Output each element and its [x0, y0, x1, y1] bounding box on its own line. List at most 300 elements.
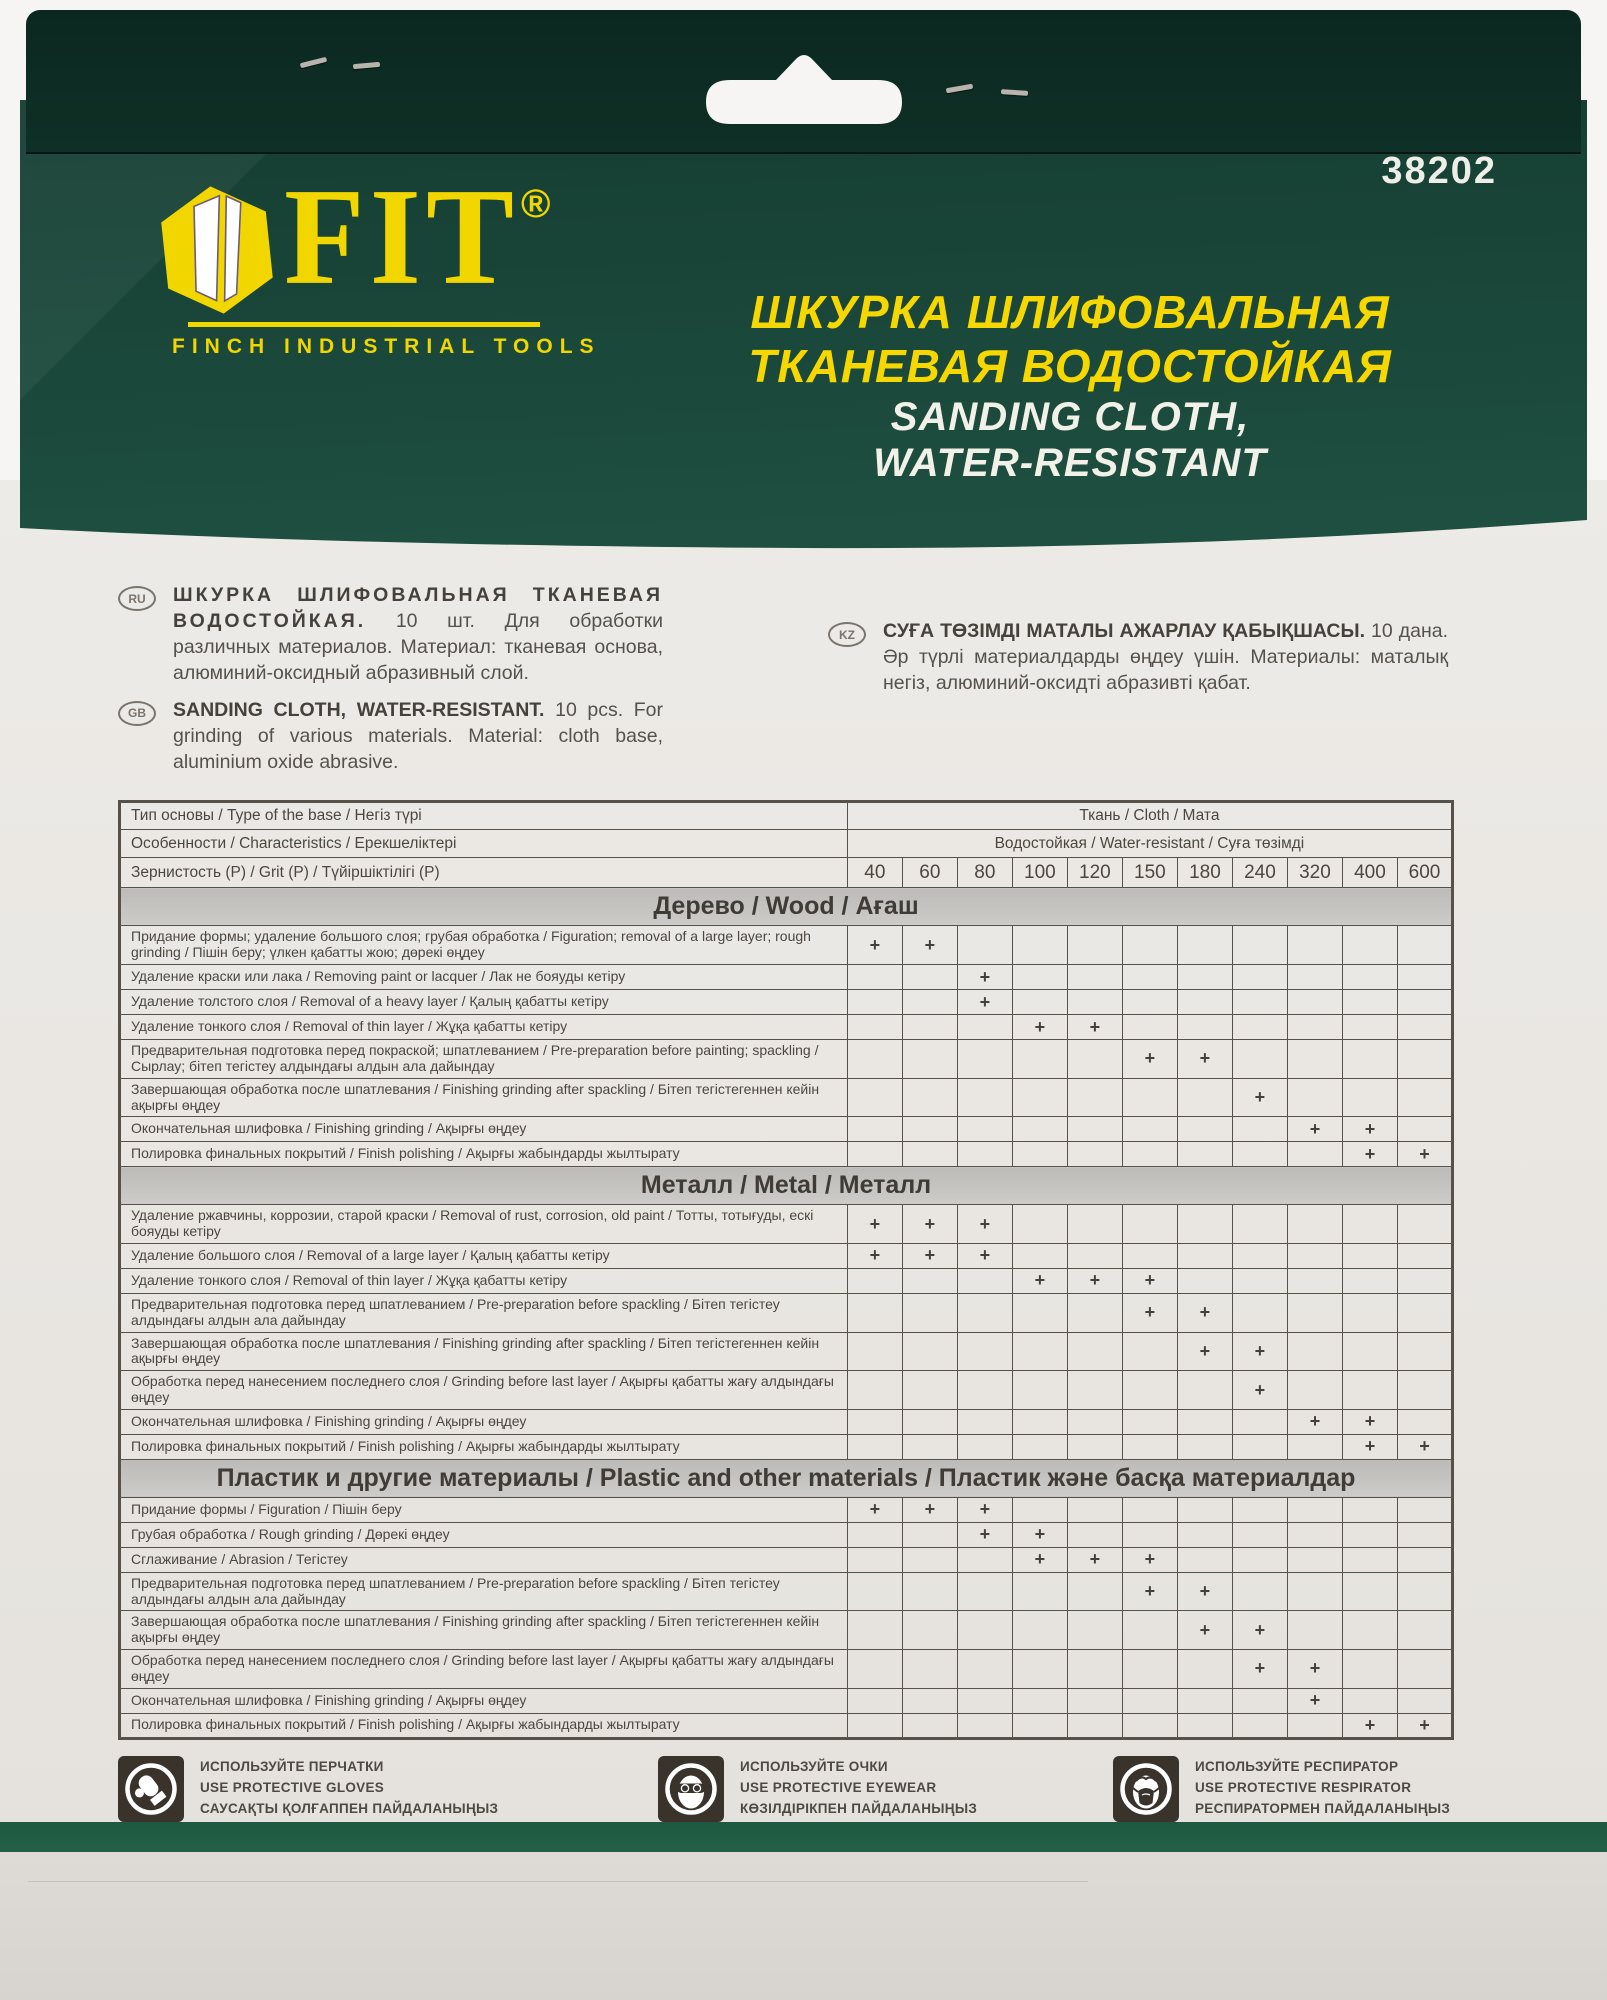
respirator-icon	[1113, 1756, 1179, 1822]
grit-mark-cell	[847, 1611, 902, 1650]
lang-badge-kz: KZ	[828, 622, 866, 647]
safety-respirator-line1: ИСПОЛЬЗУЙТЕ РЕСПИРАТОР	[1195, 1758, 1399, 1774]
row-label-cell: Предварительная подготовка перед покраской; шпатлеванием / Pre-preparation before painting; spackling / Сырлау; бітеп тегістеу алдындағы алдын ала дайындау	[120, 1040, 848, 1079]
grit-mark-cell	[1342, 926, 1397, 965]
grit-mark-cell	[847, 1713, 902, 1738]
safety-gloves-line3: САУСАҚТЫ ҚОЛҒАППЕН ПАЙДАЛАНЫҢЫЗ	[200, 1800, 499, 1816]
table-row	[120, 990, 1453, 1015]
grit-mark-cell	[1287, 1713, 1342, 1738]
grit-header-cell: 60	[902, 858, 957, 888]
grit-mark-cell	[1177, 1142, 1232, 1167]
grit-mark-cell	[1287, 1142, 1342, 1167]
grit-mark-cell	[1122, 1205, 1177, 1244]
grit-mark-cell	[1177, 990, 1232, 1015]
table-row	[120, 1434, 1453, 1459]
grit-mark-cell: +	[957, 990, 1012, 1015]
section-title-cell: Пластик и другие материалы / Plastic and other materials / Пластик және басқа материалдар	[120, 1459, 1453, 1497]
grit-mark-cell	[1067, 1205, 1122, 1244]
grit-mark-cell	[902, 1040, 957, 1079]
grit-mark-cell	[1012, 1611, 1067, 1650]
grit-mark-cell: +	[1177, 1611, 1232, 1650]
grit-mark-cell	[1067, 1522, 1122, 1547]
grit-mark-cell	[847, 1015, 902, 1040]
grit-mark-cell	[847, 1409, 902, 1434]
grit-mark-cell	[957, 926, 1012, 965]
row-label-cell: Окончательная шлифовка / Finishing grinding / Ақырғы өңдеу	[120, 1409, 848, 1434]
grit-mark-cell: +	[1232, 1078, 1287, 1117]
grit-mark-cell	[1012, 1371, 1067, 1410]
grit-mark-cell	[1177, 1522, 1232, 1547]
table-row	[120, 1142, 1453, 1167]
grit-mark-cell	[1012, 1078, 1067, 1117]
table-row	[120, 1572, 1453, 1611]
table-row	[120, 1547, 1453, 1572]
safety-eyewear-line1: ИСПОЛЬЗУЙТЕ ОЧКИ	[740, 1758, 888, 1774]
product-title	[620, 286, 1520, 487]
grit-mark-cell	[1287, 1572, 1342, 1611]
grit-mark-cell	[1287, 1040, 1342, 1079]
grit-mark-cell	[1067, 1572, 1122, 1611]
grit-mark-cell	[1177, 1205, 1232, 1244]
grit-mark-cell	[847, 1547, 902, 1572]
grit-mark-cell	[1012, 1409, 1067, 1434]
table-grit-row	[120, 858, 1453, 888]
product-code: 38202	[1381, 150, 1497, 192]
hexagon-logo-icon	[158, 186, 276, 314]
grit-mark-cell	[847, 1371, 902, 1410]
brand-subtitle: FINCH INDUSTRIAL TOOLS	[172, 335, 601, 358]
grit-mark-cell	[1177, 1688, 1232, 1713]
grit-mark-cell	[1232, 1434, 1287, 1459]
table-header-row	[120, 830, 1453, 858]
body-content	[118, 583, 1454, 1822]
grit-mark-cell	[1067, 1713, 1122, 1738]
grit-mark-cell	[1177, 1268, 1232, 1293]
grit-mark-cell	[902, 1015, 957, 1040]
grit-mark-cell: +	[902, 1497, 957, 1522]
grit-header-cell: 100	[1012, 858, 1067, 888]
grit-mark-cell	[1342, 1572, 1397, 1611]
grit-mark-cell	[1177, 965, 1232, 990]
grit-mark-cell	[1122, 1688, 1177, 1713]
grit-mark-cell	[1067, 1371, 1122, 1410]
euro-slot-hole	[704, 48, 904, 128]
row-label-cell: Удаление тонкого слоя / Removal of thin layer / Жұқа қабатты кетіру	[120, 1015, 848, 1040]
safety-eyewear-line2: USE PROTECTIVE EYEWEAR	[740, 1779, 937, 1795]
title-en-line2: WATER-RESISTANT	[873, 441, 1267, 486]
grit-mark-cell	[1122, 1713, 1177, 1738]
row-label-cell: Придание формы / Figuration / Пішін беру	[120, 1497, 848, 1522]
safety-eyewear-line3: КӨЗІЛДІРІКПЕН ПАЙДАЛАНЫҢЫЗ	[740, 1800, 978, 1816]
row-label-cell: Удаление ржавчины, коррозии, старой краски / Removal of rust, corrosion, old paint / Тотты, тотығуды, ескі бояуды кетіру	[120, 1205, 848, 1244]
grit-header-cell: 600	[1397, 858, 1452, 888]
grit-mark-cell	[1342, 1015, 1397, 1040]
row-label-cell: Удаление большого слоя / Removal of a large layer / Қалың қабатты кетіру	[120, 1243, 848, 1268]
grit-mark-cell	[847, 1142, 902, 1167]
table-row	[120, 1688, 1453, 1713]
grit-mark-cell: +	[1012, 1015, 1067, 1040]
grit-mark-cell	[1232, 1497, 1287, 1522]
grit-mark-cell	[1012, 1650, 1067, 1689]
grit-mark-cell	[1342, 1243, 1397, 1268]
grit-mark-cell	[1122, 1611, 1177, 1650]
grit-mark-cell	[1012, 1293, 1067, 1332]
grit-mark-cell	[1397, 1040, 1452, 1079]
title-en-line1: SANDING CLOTH,	[890, 394, 1250, 439]
grit-mark-cell	[1177, 1713, 1232, 1738]
grit-mark-cell	[1232, 1409, 1287, 1434]
grit-mark-cell	[847, 1434, 902, 1459]
description-gb-text: 10 pcs. For grinding of various materials. Material: cloth base, aluminium oxide abrasive.	[173, 698, 664, 773]
grit-mark-cell	[1177, 1497, 1232, 1522]
grit-mark-cell: +	[1122, 1040, 1177, 1079]
grit-mark-cell: +	[1232, 1371, 1287, 1410]
grit-mark-cell	[957, 1078, 1012, 1117]
description-kz-text: 10 дана. Әр түрлі материалдарды өңдеу үшін. Материалы: маталық негіз, алюминий-оксидті абразивті қабат.	[883, 620, 1449, 694]
grit-mark-cell	[1067, 1078, 1122, 1117]
grit-mark-cell	[847, 1293, 902, 1332]
grit-mark-cell	[1012, 1332, 1067, 1371]
row-label-cell: Удаление краски или лака / Removing paint or lacquer / Лак не бояуды кетіру	[120, 965, 848, 990]
grit-header-cell: 400	[1342, 858, 1397, 888]
grit-mark-cell: +	[1287, 1409, 1342, 1434]
bottom-flap	[0, 1852, 1607, 2000]
grit-mark-cell	[1012, 1142, 1067, 1167]
grit-mark-cell: +	[1397, 1434, 1452, 1459]
grit-mark-cell	[1232, 1713, 1287, 1738]
grit-header-cell: 240	[1232, 858, 1287, 888]
grit-mark-cell	[1067, 1688, 1122, 1713]
header-label-cell: Тип основы / Type of the base / Негіз түрі	[120, 802, 848, 830]
grit-mark-cell	[1397, 1688, 1452, 1713]
grit-mark-cell	[1122, 1434, 1177, 1459]
grit-mark-cell	[1067, 1117, 1122, 1142]
grit-mark-cell	[1122, 1409, 1177, 1434]
grit-mark-cell	[1287, 1015, 1342, 1040]
grit-mark-cell	[1232, 1205, 1287, 1244]
brand-logo	[158, 159, 601, 359]
grit-mark-cell: +	[1012, 1522, 1067, 1547]
grit-mark-cell	[957, 1040, 1012, 1079]
header-value-cell: Водостойкая / Water-resistant / Суға төзімді	[847, 830, 1452, 858]
grit-mark-cell	[1232, 1142, 1287, 1167]
table-row	[120, 1293, 1453, 1332]
grit-mark-cell	[1177, 1243, 1232, 1268]
grit-mark-cell: +	[1122, 1547, 1177, 1572]
grit-mark-cell	[1177, 1650, 1232, 1689]
grit-table	[118, 800, 1454, 1739]
grit-mark-cell	[1397, 1409, 1452, 1434]
grit-mark-cell	[1397, 1522, 1452, 1547]
grit-mark-cell	[1287, 1268, 1342, 1293]
grit-mark-cell	[1122, 965, 1177, 990]
row-label-cell: Удаление тонкого слоя / Removal of thin layer / Жұқа қабатты кетіру	[120, 1268, 848, 1293]
grit-mark-cell	[1232, 1117, 1287, 1142]
grit-mark-cell	[1287, 926, 1342, 965]
table-row	[120, 1611, 1453, 1650]
grit-header-cell: 40	[847, 858, 902, 888]
safety-respirator-line3: РЕСПИРАТОРМЕН ПАЙДАЛАНЫҢЫЗ	[1195, 1800, 1451, 1816]
grit-mark-cell	[1012, 965, 1067, 990]
grit-mark-cell	[1287, 1371, 1342, 1410]
grit-mark-cell	[1177, 1409, 1232, 1434]
grit-mark-cell	[1287, 1497, 1342, 1522]
grit-mark-cell	[1287, 965, 1342, 990]
grit-mark-cell: +	[1067, 1015, 1122, 1040]
gloves-icon	[118, 1756, 184, 1822]
grit-mark-cell	[957, 1268, 1012, 1293]
grit-mark-cell	[1012, 1572, 1067, 1611]
row-label-cell: Удаление толстого слоя / Removal of a heavy layer / Қалың қабатты кетіру	[120, 990, 848, 1015]
grit-mark-cell	[1067, 1497, 1122, 1522]
grit-mark-cell	[1122, 990, 1177, 1015]
grit-mark-cell	[1012, 1243, 1067, 1268]
grit-mark-cell	[1122, 1371, 1177, 1410]
safety-respirator	[1113, 1756, 1454, 1822]
grit-mark-cell	[847, 965, 902, 990]
grit-mark-cell	[902, 990, 957, 1015]
grit-mark-cell	[1012, 1497, 1067, 1522]
safety-section	[118, 1756, 1454, 1822]
grit-mark-cell	[1397, 1547, 1452, 1572]
grit-mark-cell	[847, 1650, 902, 1689]
table-row	[120, 1205, 1453, 1244]
grit-mark-cell	[1067, 990, 1122, 1015]
grit-mark-cell: +	[847, 1205, 902, 1244]
safety-respirator-line2: USE PROTECTIVE RESPIRATOR	[1195, 1779, 1412, 1795]
grit-mark-cell	[957, 1572, 1012, 1611]
grit-mark-cell	[1342, 1293, 1397, 1332]
grit-mark-cell	[1012, 1434, 1067, 1459]
grit-mark-cell	[902, 965, 957, 990]
table-row	[120, 1371, 1453, 1410]
grit-mark-cell: +	[902, 1205, 957, 1244]
grit-mark-cell	[1287, 1293, 1342, 1332]
table-row	[120, 965, 1453, 990]
eyewear-icon	[658, 1756, 724, 1822]
grit-mark-cell	[1397, 1015, 1452, 1040]
grit-mark-cell	[1397, 1332, 1452, 1371]
grit-header-cell: 180	[1177, 858, 1232, 888]
grit-mark-cell	[847, 1078, 902, 1117]
grit-mark-cell	[1232, 926, 1287, 965]
lang-badge-ru: RU	[118, 586, 156, 611]
grit-mark-cell: +	[957, 1205, 1012, 1244]
grit-mark-cell	[1342, 1611, 1397, 1650]
grit-mark-cell: +	[847, 1243, 902, 1268]
registered-mark: ®	[521, 182, 551, 226]
row-label-cell: Придание формы; удаление большого слоя; грубая обработка / Figuration; removal of a large layer; rough grinding / Пішін беру; үлкен қабатты жою; дөрекі өңдеу	[120, 926, 848, 965]
grit-mark-cell	[902, 1117, 957, 1142]
row-label-cell: Предварительная подготовка перед шпатлеванием / Pre-preparation before spackling / Бітеп тегістеу алдындағы алдын ала дайындау	[120, 1572, 848, 1611]
grit-mark-cell	[1012, 1040, 1067, 1079]
table-row	[120, 1522, 1453, 1547]
grit-mark-cell: +	[1012, 1547, 1067, 1572]
grit-mark-cell	[1067, 1142, 1122, 1167]
grit-mark-cell	[957, 1547, 1012, 1572]
safety-gloves	[118, 1756, 658, 1822]
grit-mark-cell	[902, 1572, 957, 1611]
header-label-cell: Зернистость (P) / Grit (P) / Түйіршіктілігі (P)	[120, 858, 848, 888]
grit-mark-cell	[1232, 965, 1287, 990]
grit-mark-cell	[1342, 1040, 1397, 1079]
grit-mark-cell: +	[902, 1243, 957, 1268]
grit-mark-cell	[1012, 1688, 1067, 1713]
grit-mark-cell	[847, 1040, 902, 1079]
grit-mark-cell	[902, 1142, 957, 1167]
grit-mark-cell	[1177, 1371, 1232, 1410]
grit-mark-cell	[1397, 1268, 1452, 1293]
grit-mark-cell	[1342, 990, 1397, 1015]
grit-mark-cell: +	[1067, 1268, 1122, 1293]
grit-mark-cell	[1122, 926, 1177, 965]
table-row	[120, 1078, 1453, 1117]
table-row	[120, 1015, 1453, 1040]
grit-mark-cell: +	[847, 1497, 902, 1522]
grit-mark-cell	[1232, 1293, 1287, 1332]
grit-mark-cell	[1177, 1117, 1232, 1142]
grit-mark-cell	[1122, 1497, 1177, 1522]
grit-mark-cell: +	[847, 926, 902, 965]
grit-mark-cell	[847, 990, 902, 1015]
grit-mark-cell	[902, 1434, 957, 1459]
logo-underline	[188, 322, 540, 327]
grit-mark-cell	[1122, 1332, 1177, 1371]
table-row	[120, 1243, 1453, 1268]
grit-mark-cell: +	[957, 965, 1012, 990]
grit-mark-cell	[1067, 1332, 1122, 1371]
grit-mark-cell	[1342, 1497, 1397, 1522]
grit-mark-cell	[1177, 1015, 1232, 1040]
grit-mark-cell	[1342, 965, 1397, 990]
title-ru-line2: ТКАНЕВАЯ ВОДОСТОЙКАЯ	[748, 339, 1392, 392]
grit-mark-cell	[1342, 1332, 1397, 1371]
brand-name: FIT	[284, 159, 520, 314]
grit-mark-cell	[1397, 1293, 1452, 1332]
grit-mark-cell	[957, 1371, 1012, 1410]
row-label-cell: Завершающая обработка после шпатлевания / Finishing grinding after spackling / Бітеп тегістегеннен кейін ақырғы өңдеу	[120, 1332, 848, 1371]
grit-mark-cell: +	[1177, 1293, 1232, 1332]
safety-gloves-line1: ИСПОЛЬЗУЙТЕ ПЕРЧАТКИ	[200, 1758, 384, 1774]
grit-mark-cell: +	[1397, 1713, 1452, 1738]
grit-mark-cell	[902, 1713, 957, 1738]
grit-mark-cell	[1232, 1547, 1287, 1572]
grit-mark-cell	[1067, 1293, 1122, 1332]
grit-mark-cell	[902, 1547, 957, 1572]
description-kz-bold: СУҒА ТӨЗІМДІ МАТАЛЫ АЖАРЛАУ ҚАБЫҚШАСЫ.	[883, 620, 1366, 642]
grit-mark-cell	[1012, 926, 1067, 965]
grit-mark-cell	[1012, 1205, 1067, 1244]
grit-mark-cell	[902, 1688, 957, 1713]
grit-mark-cell	[957, 1434, 1012, 1459]
grit-mark-cell: +	[957, 1243, 1012, 1268]
grit-mark-cell: +	[1342, 1713, 1397, 1738]
grit-mark-cell: +	[1232, 1332, 1287, 1371]
grit-mark-cell	[957, 1409, 1012, 1434]
grit-mark-cell	[1067, 965, 1122, 990]
paper-crease	[28, 1881, 1088, 1882]
grit-mark-cell	[1342, 1268, 1397, 1293]
grit-mark-cell	[1397, 1497, 1452, 1522]
grit-mark-cell	[1397, 1117, 1452, 1142]
grit-mark-cell: +	[1232, 1611, 1287, 1650]
grit-mark-cell	[1287, 1547, 1342, 1572]
grit-mark-cell	[1397, 926, 1452, 965]
grit-mark-cell	[1122, 1243, 1177, 1268]
grit-mark-cell	[1122, 1650, 1177, 1689]
grit-mark-cell	[1067, 926, 1122, 965]
grit-mark-cell	[1342, 1522, 1397, 1547]
row-label-cell: Сглаживание / Abrasion / Тегістеу	[120, 1547, 848, 1572]
table-row	[120, 1713, 1453, 1738]
grit-mark-cell: +	[1287, 1117, 1342, 1142]
grit-mark-cell	[1397, 1205, 1452, 1244]
row-label-cell: Обработка перед нанесением последнего слоя / Grinding before last layer / Ақырғы қабатты жағу алдындағы өңдеу	[120, 1371, 848, 1410]
grit-mark-cell: +	[1067, 1547, 1122, 1572]
grit-mark-cell	[957, 1611, 1012, 1650]
table-section-bar-row	[120, 888, 1453, 926]
grit-mark-cell	[1397, 1371, 1452, 1410]
grit-mark-cell: +	[1232, 1650, 1287, 1689]
row-label-cell: Обработка перед нанесением последнего слоя / Grinding before last layer / Ақырғы қабатты жағу алдындағы өңдеу	[120, 1650, 848, 1689]
row-label-cell: Полировка финальных покрытий / Finish polishing / Ақырғы жабындарды жылтырату	[120, 1142, 848, 1167]
grit-mark-cell	[1177, 926, 1232, 965]
grit-header-cell: 120	[1067, 858, 1122, 888]
table-row	[120, 1409, 1453, 1434]
grit-mark-cell	[1122, 1142, 1177, 1167]
grit-mark-cell	[1232, 1040, 1287, 1079]
grit-mark-cell	[1342, 1205, 1397, 1244]
grit-mark-cell: +	[902, 926, 957, 965]
grit-mark-cell	[1067, 1040, 1122, 1079]
grit-mark-cell	[1287, 990, 1342, 1015]
grit-header-cell: 80	[957, 858, 1012, 888]
description-gb-bold: SANDING CLOTH, WATER-RESISTANT.	[173, 698, 545, 721]
grit-mark-cell	[1342, 1650, 1397, 1689]
grit-mark-cell	[1287, 1522, 1342, 1547]
grit-mark-cell	[902, 1371, 957, 1410]
grit-mark-cell	[902, 1522, 957, 1547]
grit-mark-cell: +	[1177, 1332, 1232, 1371]
grit-mark-cell	[1342, 1688, 1397, 1713]
grit-mark-cell	[1397, 1243, 1452, 1268]
grit-mark-cell: +	[957, 1497, 1012, 1522]
table-row	[120, 1040, 1453, 1079]
grit-mark-cell: +	[1342, 1117, 1397, 1142]
grit-mark-cell	[1012, 990, 1067, 1015]
grit-mark-cell	[1067, 1434, 1122, 1459]
grit-mark-cell: +	[1287, 1688, 1342, 1713]
grit-header-cell: 150	[1122, 858, 1177, 888]
grit-mark-cell	[1232, 1522, 1287, 1547]
grit-mark-cell	[1232, 1688, 1287, 1713]
grit-mark-cell: +	[1397, 1142, 1452, 1167]
grit-mark-cell: +	[1342, 1434, 1397, 1459]
grit-mark-cell	[1122, 1522, 1177, 1547]
grit-mark-cell	[957, 1713, 1012, 1738]
title-ru-line1: ШКУРКА ШЛИФОВАЛЬНАЯ	[750, 286, 1390, 338]
grit-mark-cell	[957, 1293, 1012, 1332]
grit-mark-cell	[1177, 1078, 1232, 1117]
grit-mark-cell	[957, 1117, 1012, 1142]
grit-mark-cell	[1342, 1078, 1397, 1117]
grit-mark-cell	[902, 1332, 957, 1371]
grit-mark-cell: +	[957, 1522, 1012, 1547]
grit-mark-cell	[902, 1293, 957, 1332]
grit-mark-cell	[1342, 1371, 1397, 1410]
grit-mark-cell	[1232, 990, 1287, 1015]
description-ru-text: 10 шт. Для обработки различных материалов. Материал: тканевая основа, алюминий-оксидный абразивный слой.	[173, 609, 663, 684]
